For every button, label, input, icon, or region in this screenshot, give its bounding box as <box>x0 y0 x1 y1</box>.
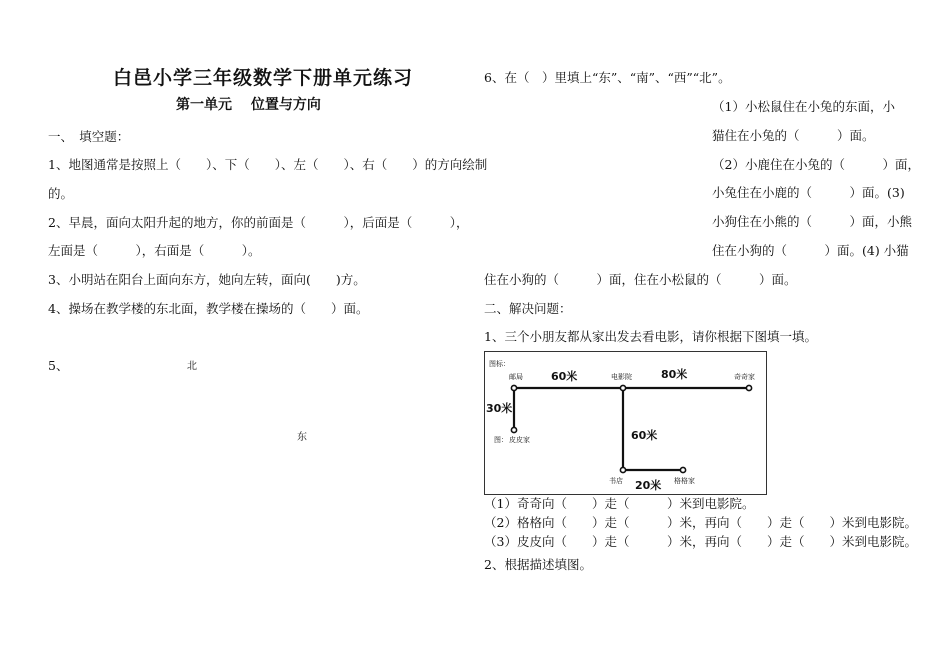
qiqi-home-label: 奇奇家 <box>734 373 755 381</box>
question-6-line2: （1）小松鼠住在小兔的东面，小 <box>712 99 895 114</box>
problem-1-intro: 1、三个小朋友都从家出发去看电影，请你根据下图填一填。 <box>484 329 817 344</box>
pipi-prefix-label: 图： <box>494 436 508 444</box>
distance-cinema-bookstore: 60米 <box>631 429 658 442</box>
question-3: 3、小明站在阳台上面向东方，她向左转，面向( )方。 <box>48 272 366 287</box>
problem-1-item-b: （2）格格向（ ）走（ ）米，再向（ ）走（ ）米到电影院。 <box>484 515 917 530</box>
page-subtitle: 第一单元 位置与方向 <box>176 97 321 113</box>
gege-home-label: 格格家 <box>674 477 695 485</box>
question-6-line5: 小兔住在小鹿的（ ）面。(3) <box>712 185 905 200</box>
distance-bookstore-gege: 20米 <box>635 479 662 492</box>
problem-2: 2、根据描述填图。 <box>484 557 592 572</box>
question-5-number: 5、 <box>48 358 69 373</box>
question-6-line8: 住在小狗的（ ）面，住在小松鼠的（ ）面。 <box>484 272 797 287</box>
question-6-line7: 住在小狗的（ ）面。(4) 小猫 <box>712 243 909 258</box>
gege-home-dot <box>680 467 685 472</box>
question-6-line4: （2）小鹿住在小兔的（ ）面， <box>712 157 920 172</box>
question-6-line1: 6、在（ ）里填上“东”、“南”、“西”“北”。 <box>484 70 731 85</box>
bookstore-label: 书店 <box>609 477 623 485</box>
post-office-label: 邮局 <box>509 373 523 381</box>
question-1-line1: 1、地图通常是按照上（ ）、下（ ）、左（ ）、右（ ）的方向绘制 <box>48 157 488 172</box>
qiqi-home-dot <box>746 385 751 390</box>
distance-cinema-qiqi: 80米 <box>661 368 688 381</box>
compass-east-label: 东 <box>297 432 307 443</box>
cinema-dot <box>620 385 625 390</box>
question-4: 4、操场在教学楼的东北面，教学楼在操场的（ ）面。 <box>48 301 369 316</box>
question-1-line2: 的。 <box>48 186 74 201</box>
question-6-line6: 小狗住在小熊的（ ）面，小熊 <box>712 214 913 229</box>
section1-heading: 一、 填空题： <box>48 129 130 144</box>
section2-heading: 二、解决问题： <box>484 301 572 316</box>
map-legend: 图标： <box>489 360 510 368</box>
question-6-line3: 猫住在小兔的（ ）面。 <box>712 128 875 143</box>
question-2-line2: 左面是（ ），右面是（ ）。 <box>48 243 261 258</box>
distance-post-cinema: 60米 <box>551 370 578 383</box>
problem-1-item-c: （3）皮皮向（ ）走（ ）米，再向（ ）走（ ）米到电影院。 <box>484 534 917 549</box>
compass-north-label: 北 <box>187 361 197 372</box>
pipi-home-dot <box>511 427 516 432</box>
pipi-home-label: 皮皮家 <box>509 436 530 444</box>
question-2-line1: 2、早晨，面向太阳升起的地方，你的前面是（ ），后面是（ ）， <box>48 215 469 230</box>
distance-post-pipi: 30米 <box>486 402 513 415</box>
bookstore-dot <box>620 467 625 472</box>
problem-1-item-a: （1）奇奇向（ ）走（ ）米到电影院。 <box>484 496 755 511</box>
route-map <box>484 351 767 495</box>
page-title: 白邑小学三年级数学下册单元练习 <box>113 67 414 89</box>
post-office-dot <box>511 385 516 390</box>
cinema-label: 电影院 <box>611 373 632 381</box>
